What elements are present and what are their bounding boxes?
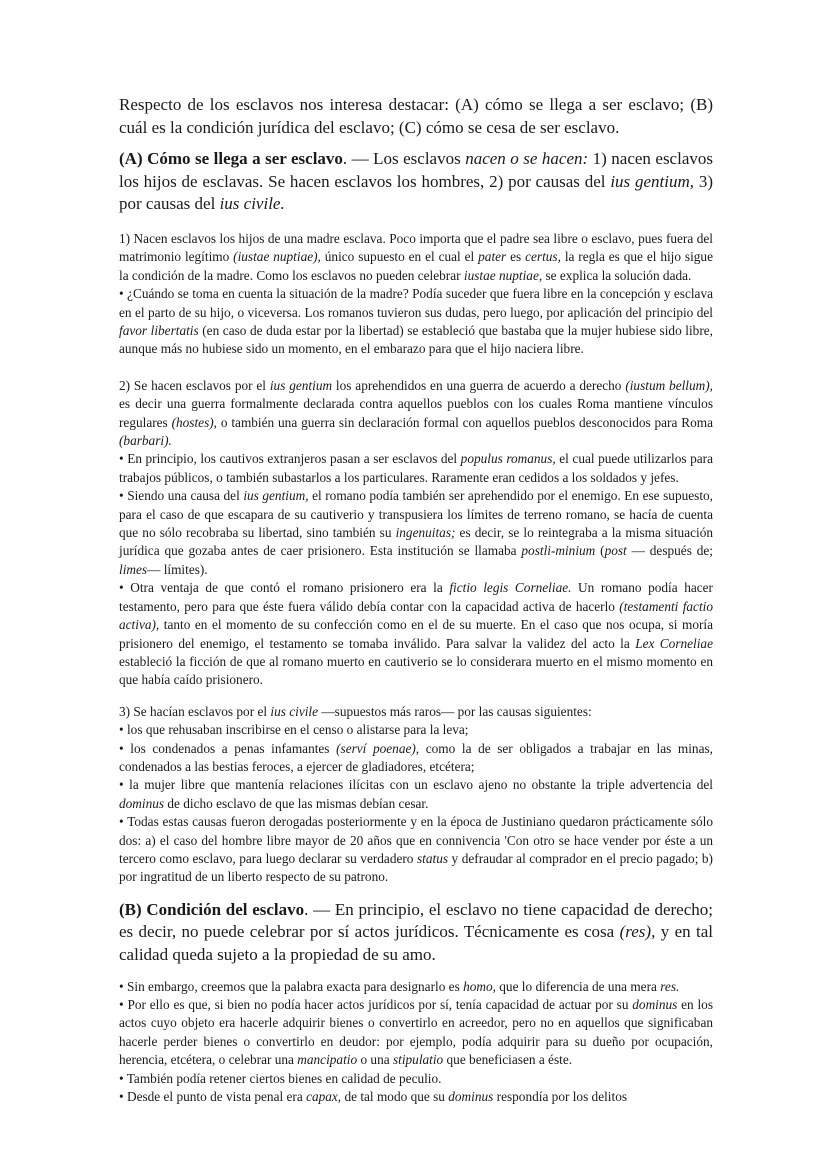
latin-term: (res), — [619, 922, 656, 942]
latin-term: iustae nuptiae, — [463, 267, 543, 283]
text-run: 1) Nacen esclavos los hijos de una madre esclava. Poco importa que el padre sea libre o esclavo, pues fuera del matrimonio legítimo — [119, 230, 713, 265]
text-run: . — En principio, el esclavo no tiene capacidad de derecho; es decir, no puede celebrar por sí actos jurídicos. Técnicamente es cosa — [119, 899, 713, 942]
paragraph — [119, 579, 713, 689]
text-run: es decir una guerra formalmente declarada contra aquellos pueblos con los cuales Roma mantiene vínculos regulares — [119, 396, 713, 430]
paragraph — [119, 148, 713, 216]
latin-term: limes — [119, 561, 148, 577]
paragraph — [119, 721, 713, 739]
text-run: • Desde el punto de vista penal era — [119, 1089, 307, 1104]
detail-block — [119, 230, 713, 359]
text-run: respondía por los delitos — [493, 1089, 628, 1104]
latin-term: (barbari). — [119, 433, 172, 449]
latin-term: ius civile. — [219, 194, 285, 214]
latin-term: (iustae nuptiae), — [233, 249, 321, 265]
paragraph — [119, 1070, 713, 1088]
latin-term: status — [416, 850, 449, 866]
latin-term: pater — [478, 249, 507, 265]
text-run: ( — [595, 543, 605, 559]
latin-term: certus, — [525, 249, 561, 265]
latin-term: post — [604, 543, 627, 559]
latin-term: dominus — [632, 996, 678, 1012]
text-run: como la de ser obligados a trabajar en las minas, condenados a las bestias feroces, a ejercer de gladiadores, etcétera; — [119, 740, 713, 774]
text-run: o una — [357, 1052, 393, 1068]
paragraph — [119, 813, 713, 887]
text-run: es decir, se lo reintegraba a la misma situación jurídica que gozaba antes de caer prisionero. Esta institución se llamaba — [119, 525, 713, 559]
text-run: único supuesto en el cual el — [320, 249, 479, 265]
latin-term: nacen o se hacen: — [465, 149, 589, 169]
latin-term: (hostes), — [171, 414, 218, 430]
section-heading: (B) Condición del esclavo — [119, 899, 305, 919]
text-run: estableció la ficción de que al romano muerto en cautiverio se lo considerara muerto en el mismo momento en que había caído prisionero. — [119, 653, 713, 688]
paragraph — [119, 487, 713, 579]
text-run: de tal modo que su — [341, 1089, 449, 1104]
latin-term: ius civile — [270, 703, 319, 719]
text-run: Respecto de los esclavos nos interesa destacar: (A) cómo se llega a ser esclavo; (B) cuál es la condición jurídica del esclavo; (C) cómo se cesa de ser esclavo. — [119, 95, 713, 137]
text-run: la regla es que el hijo sigue la condición de la madre. Como los esclavos no pueden celebrar — [119, 249, 713, 283]
text-run: — después de; — [626, 543, 713, 559]
latin-term: res. — [660, 978, 680, 994]
text-run: —supuestos más raros— por las causas siguientes: — [318, 703, 592, 719]
latin-term: dominus — [448, 1089, 494, 1104]
text-run: • ¿Cuándo se toma en cuenta la situación de la madre? Podía suceder que fuera libre en la concepción y esclava en el parto de su hijo, o viceversa. Los romanos tuvieron sus dudas, pero luego, por aplicación del principio del — [119, 286, 713, 320]
latin-term: dominus — [119, 795, 165, 811]
text-run: el romano podía también ser aprehendido por el enemigo. En ese supuesto, para el caso de que escapara de su cautiverio y transpusiera los límites de terreno romano, se hacía de cuenta que no sólo recobraba su libertad, sino también su — [119, 488, 713, 541]
text-run: que lo diferencia de una mera — [495, 978, 661, 994]
text-run: y en tal calidad queda sujeto a la propiedad de su amo. — [119, 922, 713, 964]
latin-term: ius gentium — [269, 377, 333, 393]
latin-term: Lex Corneliae — [635, 635, 713, 651]
paragraph — [119, 899, 713, 967]
latin-term: fictio legis Corneliae. — [449, 580, 572, 596]
latin-term: stipulatio — [392, 1052, 444, 1068]
text-run: . — Los esclavos — [342, 149, 466, 169]
text-run: • Siendo una causa del — [119, 488, 244, 504]
text-run: • Todas estas causas fueron derogadas posteriormente y en la época de Justiniano quedaron prácticamente sólo dos: a) el caso del hombre libre mayor de 20 años que en connivencia 'Con otro se hace vender por éste a un tercero como esclavo, para luego declarar su verdadero — [119, 814, 713, 866]
text-run: • Sin embargo, creemos que la palabra exacta para designarlo es — [119, 978, 464, 994]
text-run: que beneficiasen a éste. — [443, 1052, 573, 1068]
text-run: 3) Se hacían esclavos por el — [119, 703, 271, 719]
paragraph — [119, 450, 713, 487]
text-run: (en caso de duda estar por la libertad) se estableció que bastaba que la mujer hubiese sido libre, aunque más no hubiese sido un momento, en el embarazo para que el hijo naciera libre. — [119, 323, 713, 357]
text-run: es — [506, 249, 526, 265]
document-page — [119, 94, 713, 1106]
latin-term: (serví poenae), — [336, 740, 420, 756]
text-run: o también una guerra sin declaración formal con aquellos pueblos desconocidos para Roma — [217, 414, 713, 430]
text-run: 2) Se hacen esclavos por el — [119, 377, 270, 393]
section-heading: (A) Cómo se llega a ser esclavo — [119, 149, 343, 169]
text-run: 1) nacen esclavos los hijos de esclavas. Se hacen esclavos los hombres, 2) por causas del — [119, 149, 713, 191]
paragraph — [119, 776, 713, 813]
text-run: • Por ello es que, si bien no podía hacer actos jurídicos por sí, tenía capacidad de actuar por su — [119, 996, 633, 1012]
text-run: y defraudar al comprador en el precio pagado; b) por ingratitud de un liberto respecto de su patrono. — [119, 850, 713, 885]
paragraph — [119, 978, 713, 996]
section-paragraph — [119, 899, 713, 967]
paragraph — [119, 1088, 713, 1106]
text-run: • los que rehusaban inscribirse en el censo o alistarse para la leva; — [119, 722, 469, 738]
latin-term: postli-minium — [521, 543, 596, 559]
latin-term: mancipatio — [297, 1052, 358, 1068]
text-run: los aprehendidos en una guerra de acuerdo a derecho — [332, 377, 626, 393]
section-paragraph — [119, 94, 713, 139]
text-run: se explica la solución dada. — [542, 267, 692, 283]
detail-block — [119, 703, 713, 887]
detail-block — [119, 377, 713, 690]
text-run: • los condenados a penas infamantes — [119, 740, 337, 756]
latin-term: favor libertatis — [119, 323, 199, 338]
paragraph — [119, 996, 713, 1070]
text-run: 3) por causas del — [119, 171, 713, 214]
text-run: • En principio, los cautivos extranjeros pasan a ser esclavos del — [119, 451, 461, 467]
latin-term: populus romanus, — [460, 451, 556, 467]
text-run: Un romano podía hacer testamento, pero para que éste fuera válido debía contar con la capacidad activa de hacerlo — [119, 580, 713, 614]
text-run: • la mujer libre que mantenía relaciones ilícitas con un esclavo ajeno no obstante la triple advertencia del — [119, 777, 713, 793]
section-paragraph — [119, 148, 713, 216]
paragraph — [119, 285, 713, 359]
text-run: el cual puede utilizarlos para trabajos públicos, o también subastarlos a los particulares. Raramente eran cedidos a los soldados y jefes. — [119, 451, 714, 485]
latin-term: ius gentium, — [610, 171, 695, 191]
text-run: de dicho esclavo de que las mismas debían cesar. — [164, 795, 429, 811]
latin-term: ius gentium, — [243, 488, 309, 504]
latin-term: homo, — [463, 978, 496, 994]
text-run: en los actos cuyo objeto era hacerle adquirir bienes o convertirlo en acreedor, pero no en aquellos que significaban hacerle perder bienes o convertirlo en deudor: por ejemplo, podía adquirir para su dueño por ocupación, herencia, etcétera, o celebrar una — [119, 996, 713, 1068]
text-run: — límites). — [147, 561, 208, 577]
paragraph — [119, 94, 713, 139]
latin-term: (testamenti factio activa), — [119, 598, 713, 633]
detail-block — [119, 978, 713, 1107]
text-run: • También podía retener ciertos bienes en calidad de peculio. — [119, 1070, 442, 1086]
text-run: tanto en el momento de su confección como en el de su muerte. En el caso que nos ocupa, si moría prisionero del enemigo, el testamento se tomaba inválido. Para salvar la validez del acto la — [119, 617, 713, 651]
paragraph — [119, 377, 713, 451]
latin-term: (iustum bellum), — [625, 377, 713, 393]
text-run: • Otra ventaja de que contó el romano prisionero era la — [119, 580, 450, 596]
latin-term: ingenuitas; — [395, 525, 456, 541]
latin-term: capax, — [306, 1089, 342, 1104]
paragraph — [119, 703, 713, 721]
paragraph — [119, 230, 713, 285]
paragraph — [119, 740, 713, 777]
